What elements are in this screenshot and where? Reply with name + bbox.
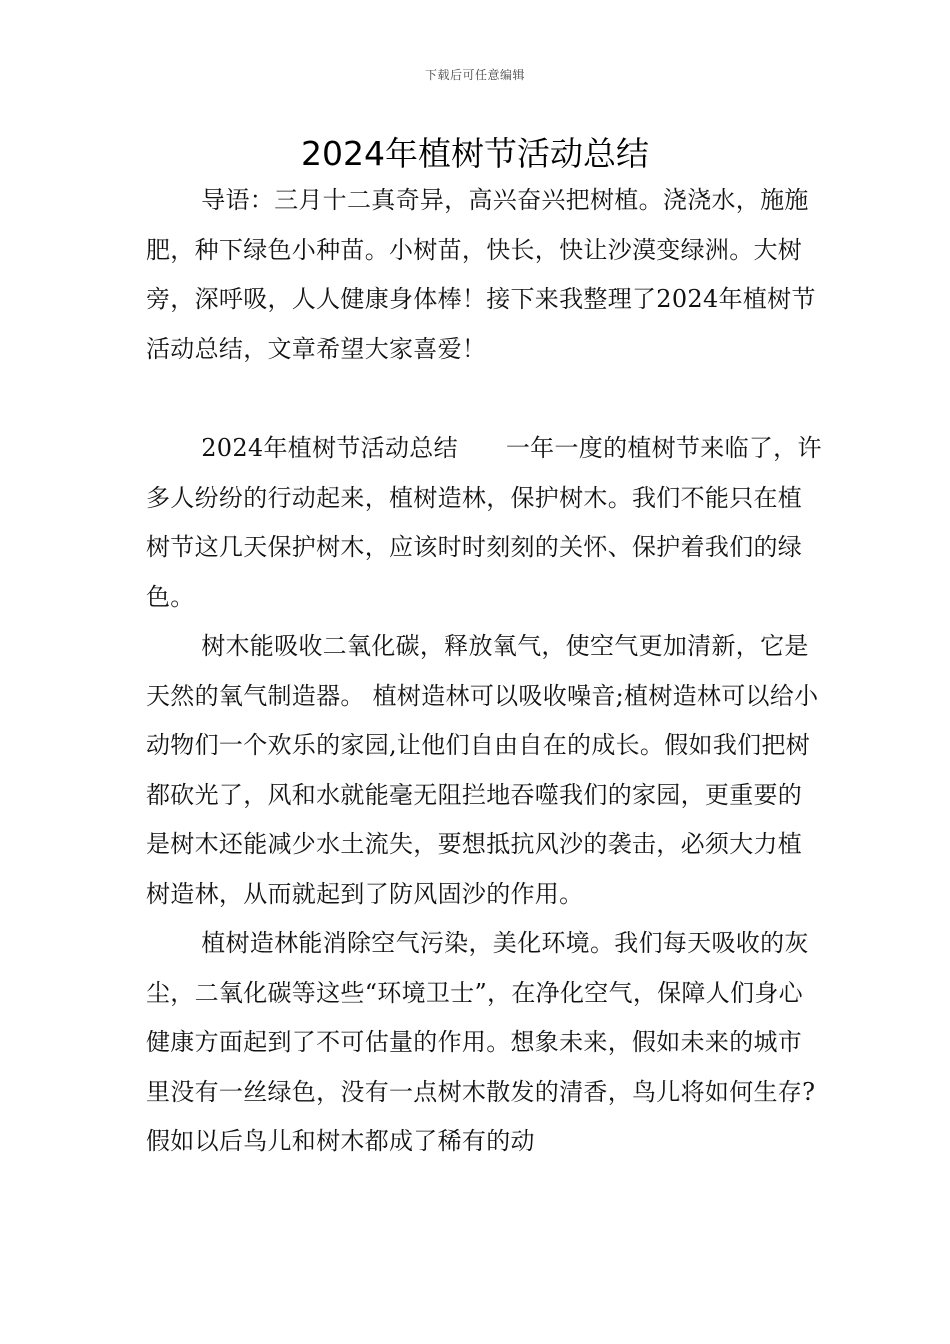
header-note: 下载后可任意编辑 — [424, 68, 525, 82]
section-heading: 2024年植树节活动总结 — [201, 434, 458, 462]
body-paragraph-2: 树木能吸收二氧化碳，释放氧气，使空气更加清新，它是天然的氧气制造器。 植树造林可以吸收噪音;植树造林可以给小动物们一个欢乐的家园,让他们自由自在的成长。假如我们把树都砍光了，风和水就能毫无阻拦地吞噬我们的家园，更重要的是树木还能减少水土流失，要想抵抗风沙的袭击，必须大力植树造林，从而就起到了防风固沙的作用。 — [146, 632, 819, 908]
document-title: 2024年植树节活动总结 — [301, 134, 649, 173]
main-body — [146, 424, 826, 1167]
body-paragraph-3: 植树造林能消除空气污染，美化环境。我们每天吸收的灰尘，二氧化碳等这些“环境卫士”，在净化空气，保障人们身心健康方面起到了不可估量的作用。想象未来，假如未来的城市里没有一丝绿色，没有一点树木散发的清香，鸟儿将如何生存?假如以后鸟儿和树木都成了稀有的动 — [146, 929, 816, 1155]
intro-block — [146, 176, 826, 374]
body-paragraph-1-text: 一年一度的植树节来临了，许多人纷纷的行动起来，植树造林，保护树木。我们不能只在植树节这几天保护树木，应该时时刻刻的关怀、保护着我们的绿色。 — [146, 434, 822, 611]
intro-paragraph: 导语：三月十二真奇异，高兴奋兴把树植。浇浇水，施施肥，种下绿色小种苗。小树苗，快长，快让沙漠变绿洲。大树旁，深呼吸，人人健康身体棒！接下来我整理了2024年植树节活动总结，文章希望大家喜爱！ — [146, 186, 816, 363]
body-paragraph-1 — [146, 424, 826, 622]
